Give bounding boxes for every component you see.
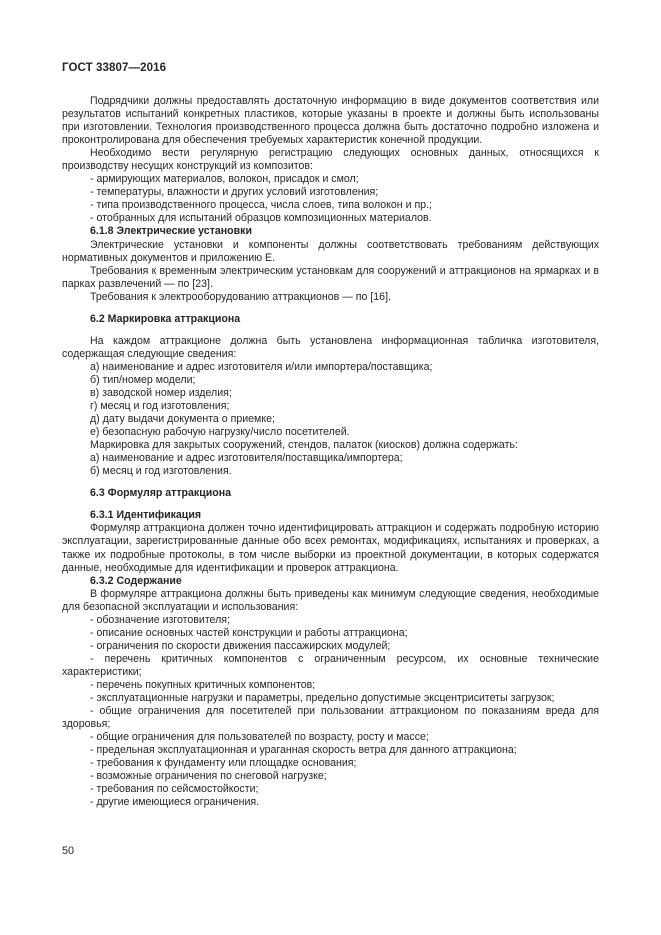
section-heading-6-2: 6.2 Маркировка аттракциона [90,312,241,325]
list-item: - другие имеющиеся ограничения. [90,796,260,809]
list-item: - требования по сейсмостойкости; [90,783,259,796]
paragraph-registration: Необходимо вести регулярную регистрацию следующих основных данных, относящихся к производству несущих конструкций из композитов: [62,147,599,173]
list-item: в) заводской номер изделия; [90,386,232,399]
page-body [62,95,599,809]
list-item: - отобранных для испытаний образцов композиционных материалов. [90,212,432,225]
list-item: - описание основных частей конструкции и работы аттракциона; [90,626,408,639]
list-item: - температуры, влажности и других условий изготовления; [90,186,379,199]
list-item: - предельная эксплуатационная и ураганная скорость ветра для данного аттракциона; [90,744,517,757]
list-item: а) наименование и адрес изготовителя и/или импортера/поставщика; [90,360,433,373]
section-heading-6-3: 6.3 Формуляр аттракциона [90,487,232,500]
list-item: - требования к фундаменту или площадке основания; [90,757,357,770]
list-item: - перечень критичных компонентов с ограниченным ресурсом, их основные технические характеристики; [62,652,599,678]
standard-header: ГОСТ 33807—2016 [62,62,167,74]
section-heading-6-3-1: 6.3.1 Идентификация [90,509,202,522]
section-heading-6-3-2: 6.3.2 Содержание [90,574,182,587]
paragraph-content: В формуляре аттракциона должны быть приведены как минимум следующие сведения, необходимые для безопасной эксплуатации и использования: [62,587,599,613]
paragraph-identification: Формуляр аттракциона должен точно идентифицировать аттракцион и содержать подробную историю эксплуатации, зарегистрированные данные обо всех ремонтах, модификациях, испытаниях и проверках, а также их подробные протоколы, в том числе выборки из проектной документации, в которых содержатся данные, необходимые для идентификации и проверок аттракциона. [62,522,599,574]
list-item: - перечень покупных критичных компонентов; [90,678,316,691]
list-item: г) месяц и год изготовления; [90,400,230,413]
list-item: б) тип/номер модели; [90,373,196,386]
list-item: - типа производственного процесса, числа слоев, типа волокон и пр.; [90,199,432,212]
list-item: - эксплуатационные нагрузки и параметры, предельно допустимые эксцентриситеты загрузок; [90,692,555,705]
section-heading-6-1-8: 6.1.8 Электрические установки [90,225,252,238]
paragraph-electrical: Электрические установки и компоненты должны соответствовать требованиям действующих нормативных документов и приложению Е. [62,238,599,264]
list-item: д) дату выдачи документа о приемке; [90,413,275,426]
paragraph-electrical-equipment: Требования к электрооборудованию аттракционов — по [16]. [90,290,391,303]
list-item: - армирующих материалов, волокон, присадок и смол; [90,173,359,186]
list-item: е) безопасную рабочую нагрузку/число посетителей. [90,426,350,439]
paragraph-contractors: Подрядчики должны предоставлять достаточную информацию в виде документов соответствия или результатов испытаний конкретных пластиков, которые указаны в проекте и должны быть использованы при изготовлении. Технология производственного процесса должна быть достаточно подробно изложена и проконтролирована для обеспечения требуемых характеристик конечной продукции. [62,95,599,147]
list-item: - общие ограничения для пользователей по возрасту, росту и массе; [90,731,429,744]
list-item: б) месяц и год изготовления. [90,465,232,478]
paragraph-temporary-installations: Требования к временным электрическим установкам для сооружений и аттракционов на ярмарках и в парках развлечений — по [23]. [62,264,599,290]
paragraph-info-plate: На каждом аттракционе должна быть установлена информационная табличка изготовителя, содержащая следующие сведения: [62,334,599,360]
page-number: 50 [62,845,75,857]
list-item: - ограничения по скорости движения пассажирских модулей; [90,639,391,652]
list-item: - возможные ограничения по снеговой нагрузке; [90,770,327,783]
list-item: - общие ограничения для посетителей при пользовании аттракционом по показаниям вреда для здоровья; [62,705,599,731]
list-item: - обозначение изготовителя; [90,613,230,626]
paragraph-closed-structures: Маркировка для закрытых сооружений, стендов, палаток (киосков) должна содержать: [90,439,518,452]
list-item: а) наименование и адрес изготовителя/поставщика/импортера; [90,452,403,465]
